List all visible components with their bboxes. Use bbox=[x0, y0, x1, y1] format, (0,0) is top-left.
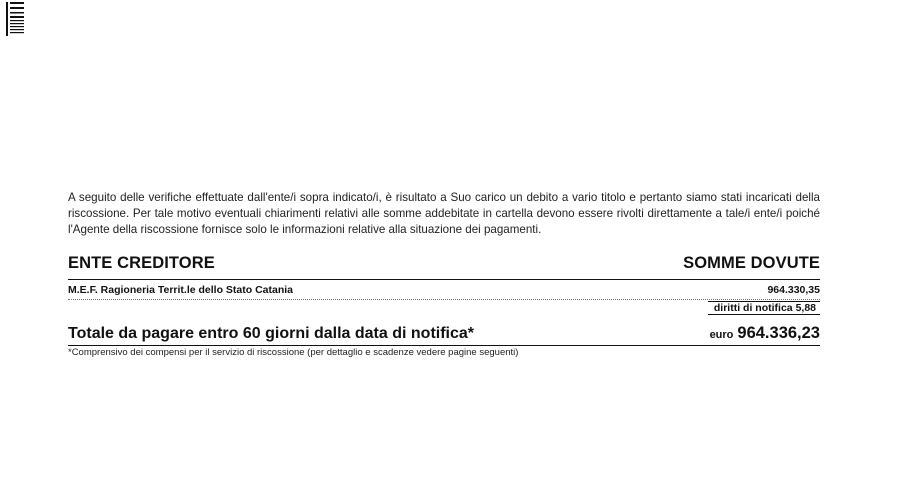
total-divider bbox=[68, 345, 820, 346]
table-row bbox=[68, 282, 820, 296]
creditor-name: M.E.F. Ragioneria Territ.le dello Stato Catania bbox=[68, 284, 294, 296]
total-amount-group bbox=[710, 324, 820, 343]
table-header bbox=[68, 251, 820, 273]
amount-column-header: SOMME DOVUTE bbox=[683, 254, 820, 272]
barcode-icon bbox=[6, 2, 24, 36]
fees-row bbox=[68, 301, 820, 315]
creditor-column-header: ENTE CREDITORE bbox=[68, 254, 215, 272]
fees-amount: 5,88 bbox=[795, 302, 816, 314]
creditor-amount: 964.330,35 bbox=[767, 284, 820, 296]
footnote: *Comprensivo dei compensi per il servizio di riscossione (per dettaglio e scadenze vedere pagine seguenti) bbox=[68, 347, 519, 358]
total-label: Totale da pagare entro 60 giorni dalla data di notifica* bbox=[68, 325, 475, 342]
fees-box bbox=[708, 301, 820, 315]
fees-label: diritti di notifica bbox=[713, 302, 793, 314]
total-row bbox=[68, 323, 820, 343]
header-divider bbox=[68, 279, 820, 280]
payment-summary bbox=[68, 190, 820, 358]
total-amount: 964.336,23 bbox=[737, 324, 820, 342]
row-divider bbox=[68, 299, 820, 300]
total-currency: euro bbox=[709, 329, 734, 341]
intro-paragraph: A seguito delle verifiche effettuate dall'ente/i sopra indicato/i, è risultato a Suo carico un debito a vario titolo e pertanto siamo stati incaricati della riscossione. Per tale motivo eventuali chiarimenti relativi alle somme addebitate in cartella devono essere rivolti direttamente a tale/i ente/i poiché l'Agente della riscossione fornisce solo le informazioni relative alla situazione dei pagamenti. bbox=[68, 191, 820, 236]
